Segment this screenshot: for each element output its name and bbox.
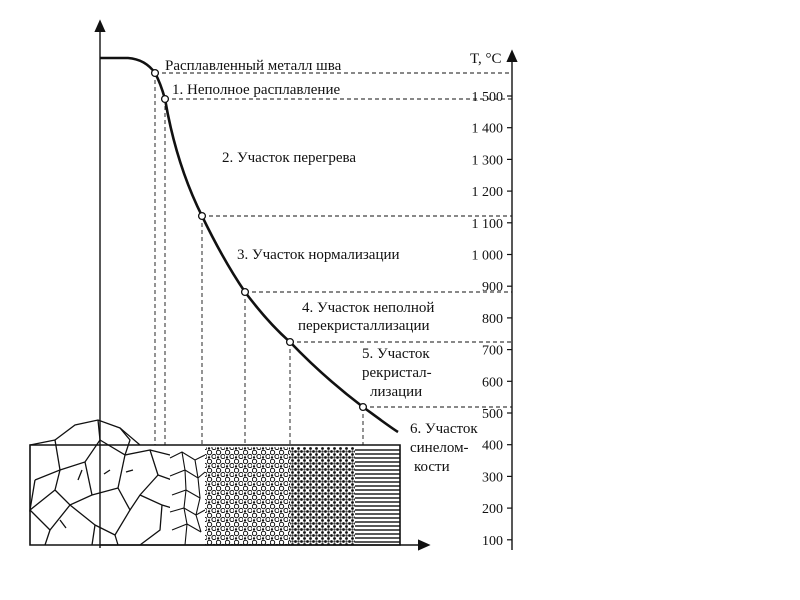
temperature-tick-label: 600	[482, 375, 503, 391]
base-metal-lamellae	[355, 447, 400, 545]
label-weld-metal: Расплавленный металл шва	[165, 58, 342, 74]
label-zone-3: 3. Участок нормализации	[237, 247, 400, 263]
temperature-tick-label: 400	[482, 438, 503, 454]
temperature-tick-label: 1 400	[471, 121, 503, 137]
point-900	[242, 289, 249, 296]
label-zone-6-line1: 6. Участок	[410, 421, 478, 437]
temperature-tick-label: 1 100	[471, 216, 503, 232]
temperature-axis-unit: T, °C	[470, 51, 502, 67]
temperature-tick-label: 1 500	[471, 90, 503, 105]
point-720	[287, 339, 294, 346]
temperature-tick-label: 500	[482, 407, 503, 422]
label-zone-6-line2: синелом-	[410, 440, 469, 456]
point-500	[360, 404, 367, 411]
temperature-tick-label: 1 200	[471, 185, 503, 201]
temperature-tick-label: 1 300	[471, 153, 503, 169]
label-zone-2: 2. Участок перегрева	[222, 150, 357, 166]
temperature-curve	[100, 58, 398, 432]
temperature-tick-label: 800	[482, 311, 503, 327]
label-zone-5-line3: лизации	[370, 384, 423, 400]
recrystallization-zone-grains	[290, 447, 355, 545]
label-zone-5-line1: 5. Участок	[362, 346, 430, 362]
temperature-tick-label: 900	[482, 280, 503, 296]
label-zone-5-line2: рекристал-	[362, 365, 432, 381]
zone-boundaries-horizontal	[155, 73, 512, 407]
label-zone-6-line3: кости	[414, 459, 450, 475]
point-melting	[152, 70, 159, 77]
point-1500	[162, 96, 169, 103]
temperature-tick-label: 1 000	[471, 248, 503, 264]
temperature-tick-label: 200	[482, 502, 503, 518]
label-zone-4-line1: 4. Участок неполной	[302, 300, 435, 316]
temperature-ticks	[472, 90, 513, 549]
temperature-tick-label: 700	[482, 343, 503, 359]
temperature-tick-label: 100	[482, 533, 503, 549]
temperature-tick-label: 300	[482, 470, 503, 486]
point-1100	[199, 213, 206, 220]
normalization-zone-grains	[205, 447, 290, 545]
label-zone-1: 1. Неполное расплавление	[172, 82, 341, 98]
metal-cross-section	[30, 420, 400, 545]
label-zone-4-line2: перекристаллизации	[298, 318, 430, 334]
curve-points	[152, 70, 367, 411]
